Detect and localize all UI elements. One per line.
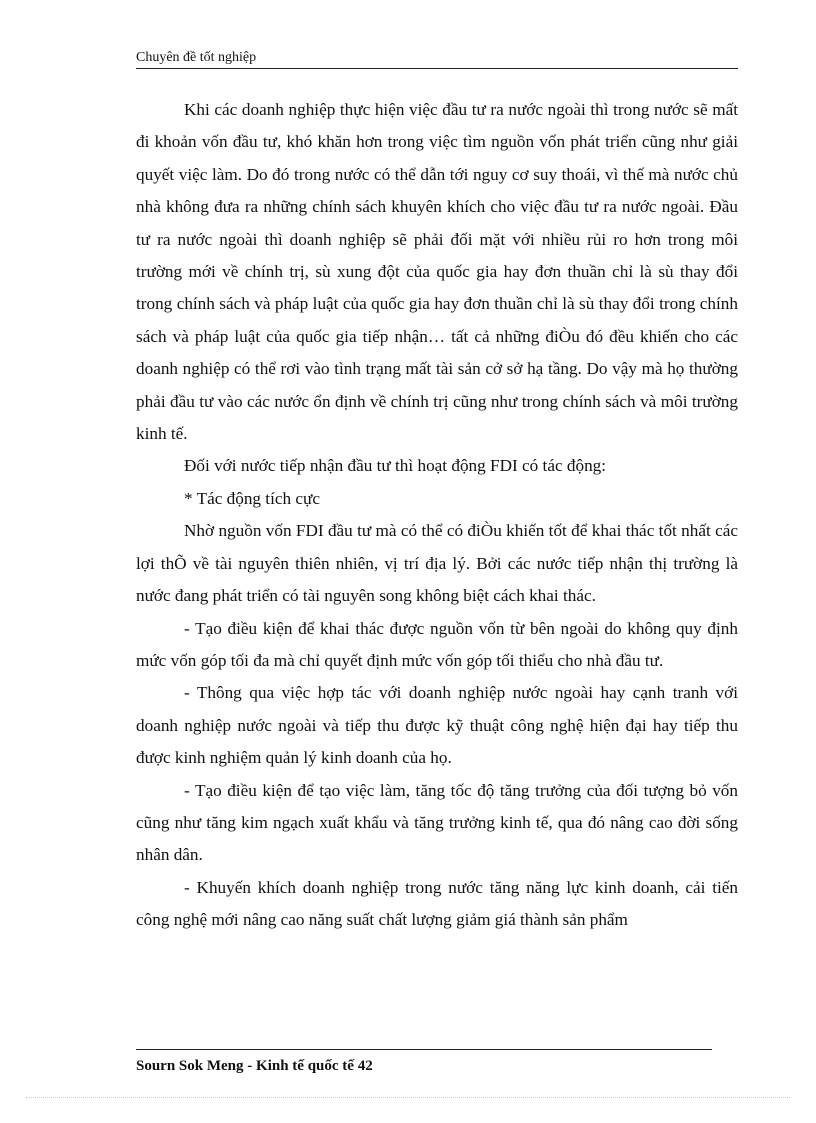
document-body: [136, 94, 738, 937]
page-header: [136, 50, 738, 69]
footer-divider: [136, 1049, 712, 1050]
bullet-competition: - Khuyến khích doanh nghiệp trong nước tăng năng lực kinh doanh, cải tiến công nghệ mới nâng cao năng suất chất lượng giảm giá thành sản phẩm: [136, 877, 738, 930]
page-footer: [136, 1058, 373, 1075]
page-bottom-edge: [26, 1097, 790, 1098]
header-title: Chuyên đề tốt nghiệp: [136, 50, 257, 65]
bullet-capital: - Tạo điều kiện để khai thác được nguồn vốn từ bên ngoài do không quy định mức vốn góp tối đa mà chỉ quyết định mức vốn góp tối thiểu cho nhà đầu tư.: [136, 618, 738, 670]
paragraph-intro: Khi các doanh nghiệp thực hiện việc đầu tư ra nước ngoài thì trong nước sẽ mất đi khoản vốn đầu tư, khó khăn hơn trong việc tìm nguồn vốn phát triển cũng như giải quyết việc làm. Do đó trong nước có thể dẫn tới nguy cơ suy thoái, vì thế mà nước chủ nhà không đưa ra những chính sách khuyên khích cho việc đầu tư ra nước ngoài. Đầu tư ra nước ngoài thì doanh nghiệp sẽ phải đối mặt với nhiều rủi ro hơn trong môi trường mới về chính trị, sù xung đột của quốc gia hay đơn thuần chỉ là sù thay đổi trong chính sách và pháp luật của quốc gia hay đơn thuần chỉ là sù thay đổi trong chính sách và pháp luật của quốc gia tiếp nhận… tất cả những điÒu đó đều khiến cho các doanh nghiệp có thể rơi vào tình trạng mất tài sản cở sở hạ tầng. Do vậy mà họ thường phải đầu tư vào các nước ổn định về chính trị cũng như trong chính sách và môi trường kinh tế.: [136, 100, 738, 444]
paragraph-positive-heading: * Tác động tích cực: [184, 488, 320, 508]
bullet-employment: - Tạo điều kiện để tạo việc làm, tăng tốc độ tăng trưởng của đối tượng bỏ vốn cũng như tăng kim ngạch xuất khẩu và tăng trưởng kinh tế, qua đó nâng cao đời sống nhân dân.: [136, 780, 738, 865]
footer-author: Sourn Sok Meng - Kinh tế quốc tế 42: [136, 1058, 373, 1074]
bullet-technology: - Thông qua việc hợp tác với doanh nghiệp nước ngoài hay cạnh tranh với doanh nghiệp nước ngoài và tiếp thu được kỹ thuật công nghệ hiện đại hay tiếp thu được kinh nghiệm quản lý kinh doanh của họ.: [136, 683, 738, 768]
paragraph-resource-exploitation: Nhờ nguồn vốn FDI đầu tư mà có thể có điÒu khiến tốt để khai thác tốt nhất các lợi thÕ về tài nguyên thiên nhiên, vị trí địa lý. Bởi các nước tiếp nhận thị trường là nước đang phát triển có tài nguyên song không biệt cách khai thác.: [136, 521, 738, 606]
paragraph-fdi-impact: Đối với nước tiếp nhận đầu tư thì hoạt động FDI có tác động:: [184, 456, 607, 476]
